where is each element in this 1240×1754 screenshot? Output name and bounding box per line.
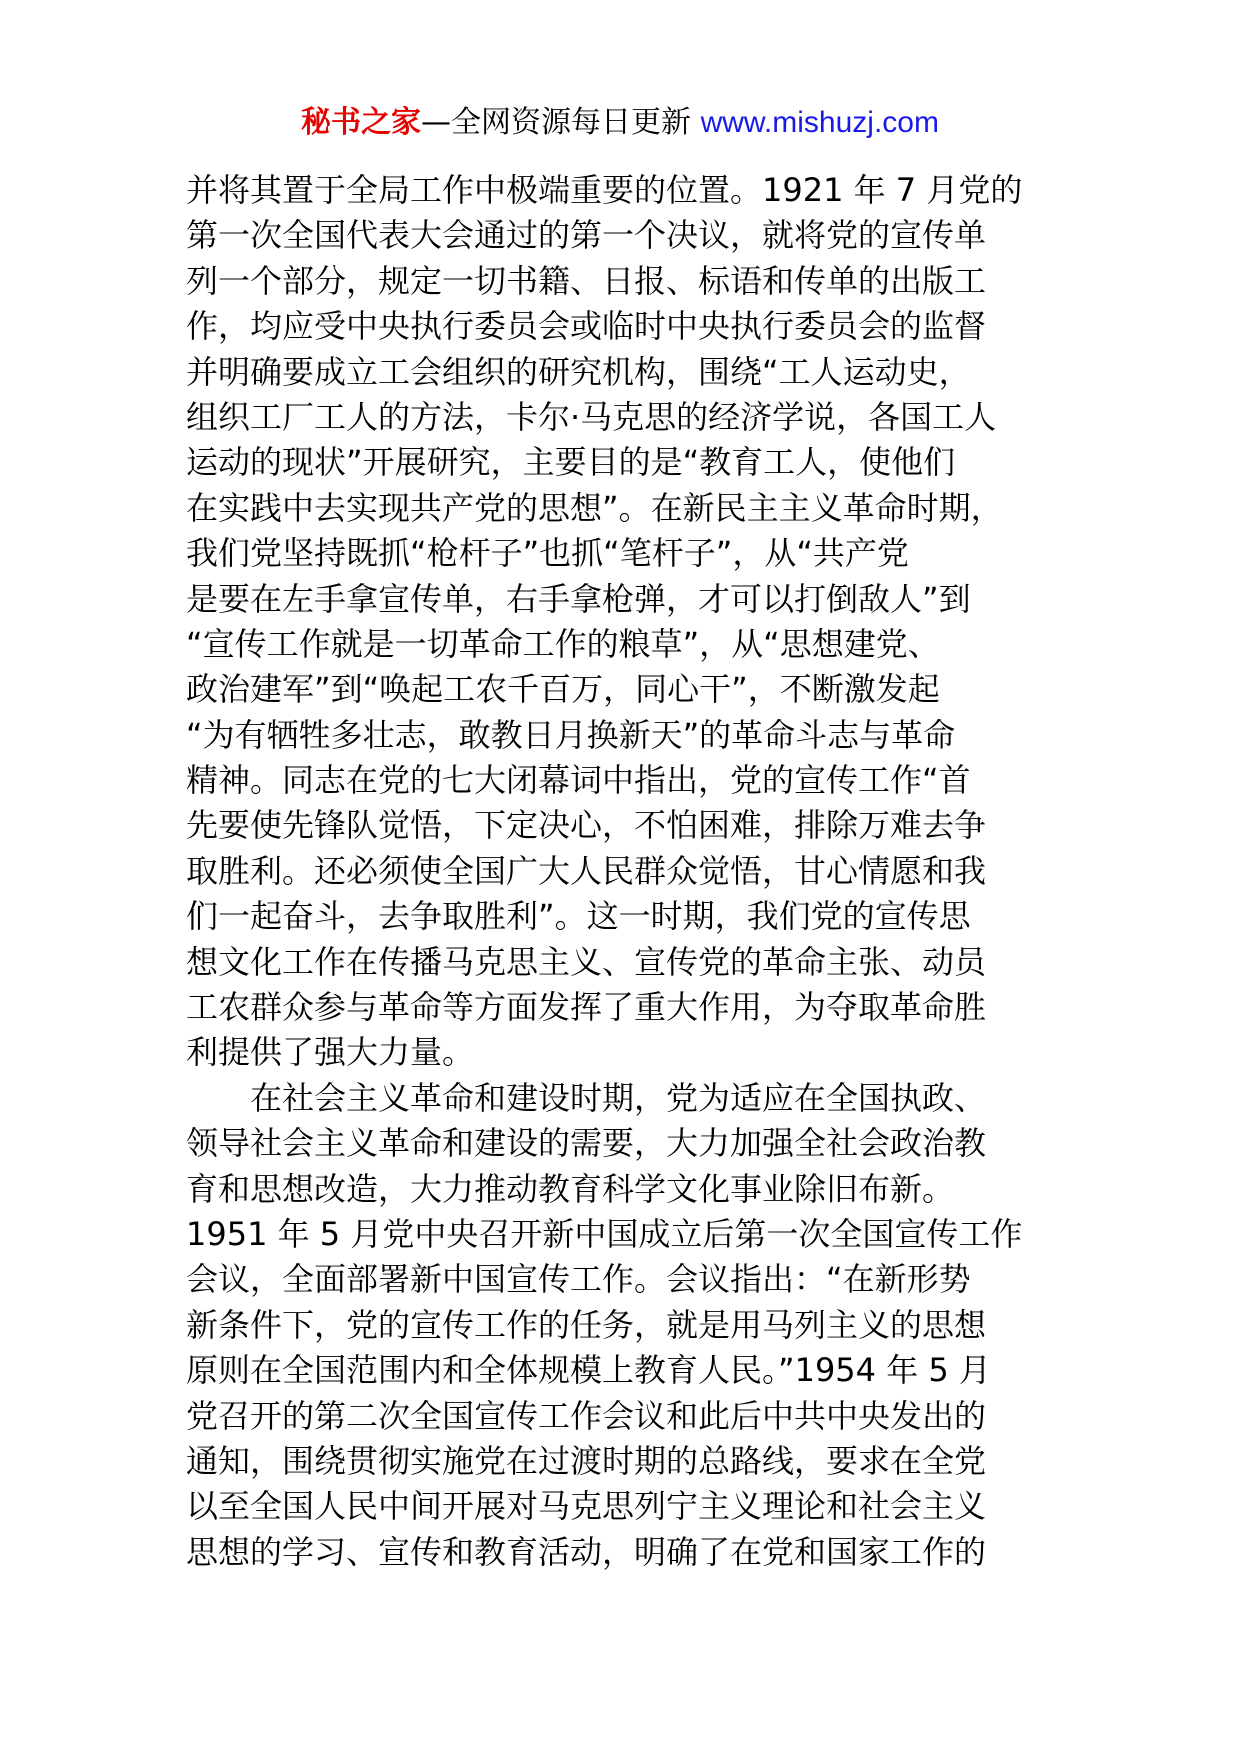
text-line: 以至全国人民中间开展对马克思列宁主义理论和社会主义 xyxy=(186,1487,987,1526)
text-line: 们一起奋斗，去争取胜利”。这一时期，我们党的宣传思 xyxy=(186,897,971,936)
text-line: “为有牺牲多壮志，敢教日月换新天”的革命斗志与革命 xyxy=(186,715,956,754)
page-header xyxy=(0,103,1240,143)
text-line: 并明确要成立工会组织的研究机构，围绕“工人运动史， xyxy=(186,352,971,391)
text-line: 我们党坚持既抓“枪杆子”也抓“笔杆子”，从“共产党 xyxy=(186,534,909,573)
document-body xyxy=(186,168,1086,1575)
text-line: 在实践中去实现共产党的思想”。在新民主主义革命时期， xyxy=(186,488,1003,527)
text-line: 育和思想改造，大力推动教育科学文化事业除旧布新。 xyxy=(186,1169,955,1208)
text-line: 在社会主义革命和建设时期，党为适应在全国执政、 xyxy=(250,1078,987,1117)
header-url-link[interactable]: www.mishuzj.com xyxy=(700,106,939,139)
text-line: 是要在左手拿宣传单，右手拿枪弹，才可以打倒敌人”到 xyxy=(186,579,971,618)
text-line: 党召开的第二次全国宣传工作会议和此后中共中央发出的 xyxy=(186,1396,987,1435)
header-tagline: —全网资源每日更新 xyxy=(421,105,692,140)
text-line: 想文化工作在传播马克思主义、宣传党的革命主张、动员 xyxy=(186,942,987,981)
text-line: 精神。同志在党的七大闭幕词中指出，党的宣传工作“首 xyxy=(186,761,971,800)
paragraph xyxy=(186,168,1086,1076)
text-line: 第一次全国代表大会通过的第一个决议，就将党的宣传单 xyxy=(186,216,987,255)
text-line: 组织工厂工人的方法，卡尔·马克思的经济学说，各国工人 xyxy=(186,397,997,436)
text-line: 会议，全面部署新中国宣传工作。会议指出：“在新形势 xyxy=(186,1260,971,1299)
text-line: 1951 年 5 月党中央召开新中国成立后第一次全国宣传工作 xyxy=(186,1214,1023,1253)
text-line: 运动的现状”开展研究，主要目的是“教育工人，使他们 xyxy=(186,443,956,482)
text-line: 政治建军”到“唤起工农千百万，同心干”，不断激发起 xyxy=(186,670,940,709)
text-line: “宣传工作就是一切革命工作的粮草”，从“思想建党、 xyxy=(186,624,940,663)
text-line: 取胜利。还必须使全国广大人民群众觉悟，甘心情愿和我 xyxy=(186,851,987,890)
text-line: 通知，围绕贯彻实施党在过渡时期的总路线，要求在全党 xyxy=(186,1441,987,1480)
text-line: 并将其置于全局工作中极端重要的位置。1921 年 7 月党的 xyxy=(186,171,1023,209)
text-line: 领导社会主义革命和建设的需要，大力加强全社会政治教 xyxy=(186,1124,987,1163)
text-line: 新条件下，党的宣传工作的任务，就是用马列主义的思想 xyxy=(186,1305,987,1344)
text-line: 工农群众参与革命等方面发挥了重大作用，为夺取革命胜 xyxy=(186,988,987,1027)
text-line: 列一个部分，规定一切书籍、日报、标语和传单的出版工 xyxy=(186,261,987,300)
text-line: 利提供了强大力量。 xyxy=(186,1033,475,1072)
text-line: 思想的学习、宣传和教育活动，明确了在党和国家工作的 xyxy=(186,1532,987,1571)
header-brand: 秘书之家 xyxy=(301,105,422,140)
paragraph xyxy=(186,1076,1086,1575)
text-line: 原则在全国范围内和全体规模上教育人民。”1954 年 5 月 xyxy=(186,1351,991,1390)
text-line: 作，均应受中央执行委员会或临时中央执行委员会的监督 xyxy=(186,307,987,346)
text-line: 先要使先锋队觉悟，下定决心，不怕困难，排除万难去争 xyxy=(186,806,987,845)
